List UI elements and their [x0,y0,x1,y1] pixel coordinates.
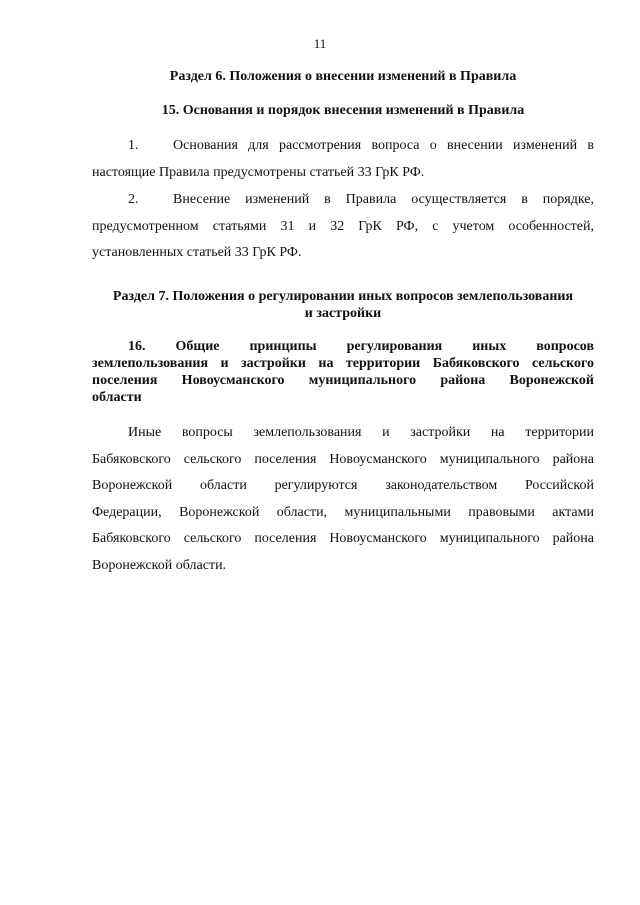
item-2-text-1: Внесение изменений в Правила осуществляется в порядке, [173,192,594,207]
section-7-title-line-1: Раздел 7. Положения о регулировании иных вопросов землепользования [112,289,574,304]
body-line-6: Воронежской области. [92,557,227,573]
item-1-number: 1. [128,138,139,153]
body-line-4: Федерации, Воронежской области, муниципальными правовыми актами [92,504,594,520]
subsection-16-title-line-3: поселения Новоусманского муниципального района Воронежской [92,373,594,388]
page-number: 11 [313,36,327,51]
subsection-16-title-line-2: землепользования и застройки на территории Бабяковского сельского [92,356,594,371]
subsection-16-title [92,338,594,406]
item-1-line-2: настоящие Правила предусмотрены статьей 33 ГрК РФ. [92,164,425,180]
section-6-item-2 [92,187,594,267]
subsection-16-title-line-1: 16. Общие принципы регулирования иных вопросов [128,339,594,354]
item-2-line-1 [92,187,594,214]
body-line-5: Бабяковского сельского поселения Новоусманского муниципального района [92,531,594,546]
section-7-title [92,288,594,322]
item-2-line-2: предусмотренном статьями 31 и 32 ГрК РФ, с учетом особенностей, [92,218,594,234]
section-6-item-1 [92,133,594,186]
body-line-3: Воронежской области регулируются законодательством Российской [92,478,594,493]
item-2-number: 2. [128,192,139,207]
item-1-line-1 [92,133,594,160]
subsection-16-title-line-4: области [92,390,142,405]
section-7-title-line-2: и застройки [304,306,382,321]
subsection-15-title: 15. Основания и порядок внесения изменений в Правила [161,103,525,118]
section-6-title: Раздел 6. Положения о внесении изменений в Правила [169,69,517,84]
item-1-text-1: Основания для рассмотрения вопроса о внесении изменений в [173,138,594,153]
subsection-16-body [92,420,594,579]
item-2-line-3: установленных статьей 33 ГрК РФ. [92,245,302,260]
body-line-2: Бабяковского сельского поселения Новоусманского муниципального района [92,451,594,467]
body-line-1: Иные вопросы землепользования и застройки на территории [128,425,594,440]
